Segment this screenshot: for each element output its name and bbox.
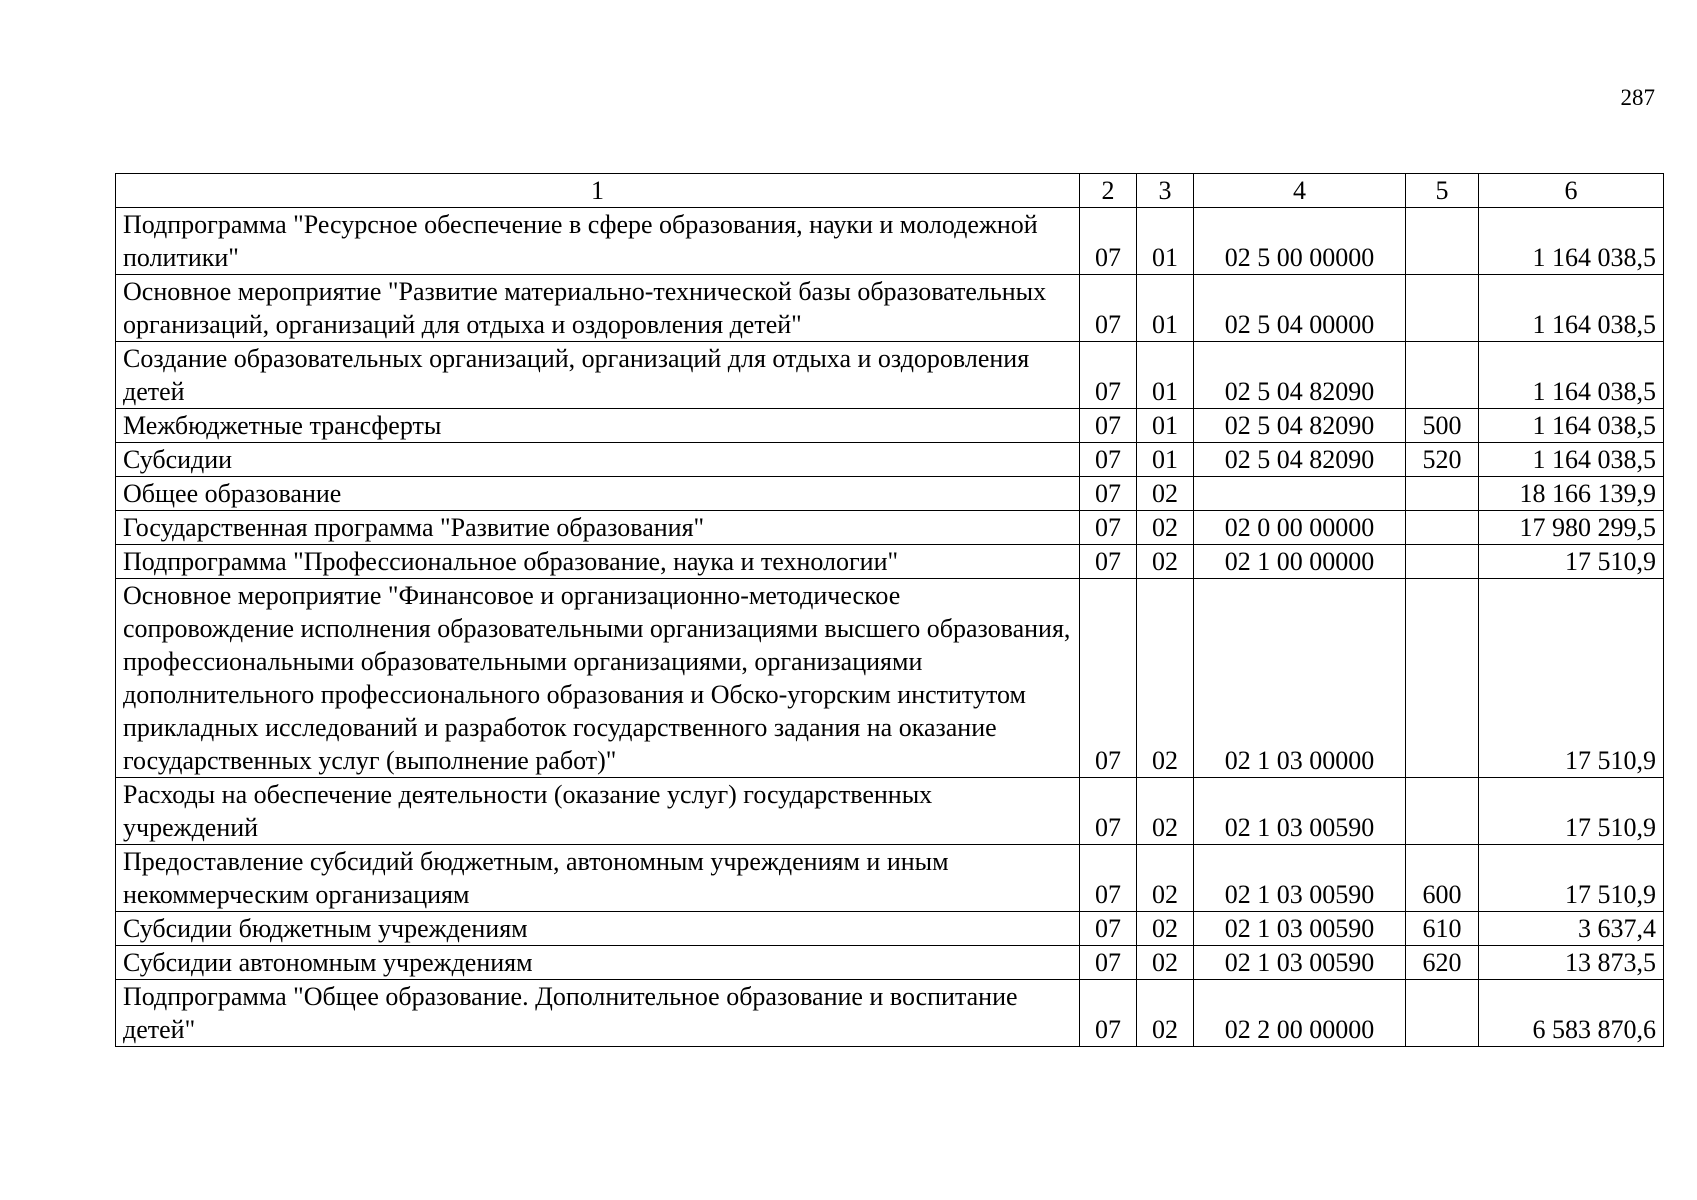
sum-cell: 1 164 038,5 xyxy=(1479,275,1664,342)
row-name-cell: Основное мероприятие "Развитие материально-технической базы образовательных организаций, организаций для отдыха и оздоровления детей" xyxy=(116,275,1080,342)
sum-cell: 17 510,9 xyxy=(1479,545,1664,579)
subsection-code-cell: 02 xyxy=(1137,845,1194,912)
section-code-cell: 07 xyxy=(1080,778,1137,845)
column-header: 1 xyxy=(116,174,1080,208)
section-code-cell: 07 xyxy=(1080,579,1137,778)
row-name-cell: Подпрограмма "Ресурсное обеспечение в сфере образования, науки и молодежной политики" xyxy=(116,208,1080,275)
expense-type-cell: 600 xyxy=(1406,845,1479,912)
subsection-code-cell: 02 xyxy=(1137,778,1194,845)
subsection-code-cell: 02 xyxy=(1137,477,1194,511)
sum-cell: 1 164 038,5 xyxy=(1479,409,1664,443)
table-row xyxy=(116,477,1664,511)
target-article-cell: 02 1 00 00000 xyxy=(1194,545,1406,579)
sum-cell: 18 166 139,9 xyxy=(1479,477,1664,511)
target-article-cell: 02 5 00 00000 xyxy=(1194,208,1406,275)
subsection-code-cell: 01 xyxy=(1137,409,1194,443)
expense-type-cell xyxy=(1406,275,1479,342)
subsection-code-cell: 01 xyxy=(1137,443,1194,477)
table-header-row xyxy=(116,174,1664,208)
row-name-cell: Субсидии xyxy=(116,443,1080,477)
target-article-cell: 02 5 04 82090 xyxy=(1194,443,1406,477)
table-row xyxy=(116,545,1664,579)
section-code-cell: 07 xyxy=(1080,275,1137,342)
sum-cell: 17 510,9 xyxy=(1479,845,1664,912)
target-article-cell: 02 1 03 00590 xyxy=(1194,946,1406,980)
expense-type-cell: 520 xyxy=(1406,443,1479,477)
section-code-cell: 07 xyxy=(1080,208,1137,275)
table-row xyxy=(116,208,1664,275)
table-row xyxy=(116,778,1664,845)
target-article-cell xyxy=(1194,477,1406,511)
table-row xyxy=(116,443,1664,477)
budget-table xyxy=(115,173,1664,1047)
subsection-code-cell: 02 xyxy=(1137,579,1194,778)
section-code-cell: 07 xyxy=(1080,443,1137,477)
page-number: 287 xyxy=(1620,85,1655,110)
expense-type-cell: 500 xyxy=(1406,409,1479,443)
section-code-cell: 07 xyxy=(1080,946,1137,980)
row-name-cell: Государственная программа "Развитие образования" xyxy=(116,511,1080,545)
row-name-cell: Основное мероприятие "Финансовое и организационно-методическое сопровождение исполнения образовательными организациями высшего образования, профессиональными образовательными организациями, организациями дополнительного профессионального образования и Обско-угорским институтом прикладных исследований и разработок государственного задания на оказание государственных услуг (выполнение работ)" xyxy=(116,579,1080,778)
expense-type-cell xyxy=(1406,208,1479,275)
target-article-cell: 02 5 04 82090 xyxy=(1194,409,1406,443)
target-article-cell: 02 1 03 00590 xyxy=(1194,778,1406,845)
row-name-cell: Субсидии автономным учреждениям xyxy=(116,946,1080,980)
table-body xyxy=(116,208,1664,1047)
sum-cell: 3 637,4 xyxy=(1479,912,1664,946)
sum-cell: 1 164 038,5 xyxy=(1479,443,1664,477)
section-code-cell: 07 xyxy=(1080,912,1137,946)
expense-type-cell xyxy=(1406,778,1479,845)
table-row xyxy=(116,275,1664,342)
column-header: 6 xyxy=(1479,174,1664,208)
expense-type-cell xyxy=(1406,545,1479,579)
table-row xyxy=(116,342,1664,409)
sum-cell: 13 873,5 xyxy=(1479,946,1664,980)
target-article-cell: 02 1 03 00590 xyxy=(1194,912,1406,946)
subsection-code-cell: 02 xyxy=(1137,946,1194,980)
row-name-cell: Создание образовательных организаций, организаций для отдыха и оздоровления детей xyxy=(116,342,1080,409)
sum-cell: 1 164 038,5 xyxy=(1479,208,1664,275)
section-code-cell: 07 xyxy=(1080,409,1137,443)
table-row xyxy=(116,511,1664,545)
target-article-cell: 02 1 03 00000 xyxy=(1194,579,1406,778)
table-row xyxy=(116,579,1664,778)
target-article-cell: 02 2 00 00000 xyxy=(1194,980,1406,1047)
sum-cell: 17 510,9 xyxy=(1479,778,1664,845)
row-name-cell: Субсидии бюджетным учреждениям xyxy=(116,912,1080,946)
section-code-cell: 07 xyxy=(1080,980,1137,1047)
table-row xyxy=(116,946,1664,980)
subsection-code-cell: 02 xyxy=(1137,912,1194,946)
table-row xyxy=(116,912,1664,946)
table-row xyxy=(116,980,1664,1047)
row-name-cell: Подпрограмма "Общее образование. Дополнительное образование и воспитание детей" xyxy=(116,980,1080,1047)
row-name-cell: Межбюджетные трансферты xyxy=(116,409,1080,443)
column-header: 5 xyxy=(1406,174,1479,208)
expense-type-cell xyxy=(1406,579,1479,778)
subsection-code-cell: 02 xyxy=(1137,511,1194,545)
column-header: 2 xyxy=(1080,174,1137,208)
table-row xyxy=(116,409,1664,443)
table-row xyxy=(116,845,1664,912)
target-article-cell: 02 1 03 00590 xyxy=(1194,845,1406,912)
subsection-code-cell: 01 xyxy=(1137,275,1194,342)
row-name-cell: Общее образование xyxy=(116,477,1080,511)
section-code-cell: 07 xyxy=(1080,545,1137,579)
section-code-cell: 07 xyxy=(1080,477,1137,511)
sum-cell: 1 164 038,5 xyxy=(1479,342,1664,409)
expense-type-cell xyxy=(1406,342,1479,409)
section-code-cell: 07 xyxy=(1080,845,1137,912)
row-name-cell: Предоставление субсидий бюджетным, автономным учреждениям и иным некоммерческим организациям xyxy=(116,845,1080,912)
target-article-cell: 02 5 04 00000 xyxy=(1194,275,1406,342)
subsection-code-cell: 01 xyxy=(1137,208,1194,275)
column-header: 4 xyxy=(1194,174,1406,208)
subsection-code-cell: 01 xyxy=(1137,342,1194,409)
expense-type-cell xyxy=(1406,511,1479,545)
column-header: 3 xyxy=(1137,174,1194,208)
row-name-cell: Подпрограмма "Профессиональное образование, наука и технологии" xyxy=(116,545,1080,579)
sum-cell: 6 583 870,6 xyxy=(1479,980,1664,1047)
sum-cell: 17 510,9 xyxy=(1479,579,1664,778)
expense-type-cell xyxy=(1406,477,1479,511)
expense-type-cell xyxy=(1406,980,1479,1047)
subsection-code-cell: 02 xyxy=(1137,545,1194,579)
row-name-cell: Расходы на обеспечение деятельности (оказание услуг) государственных учреждений xyxy=(116,778,1080,845)
section-code-cell: 07 xyxy=(1080,511,1137,545)
target-article-cell: 02 0 00 00000 xyxy=(1194,511,1406,545)
section-code-cell: 07 xyxy=(1080,342,1137,409)
target-article-cell: 02 5 04 82090 xyxy=(1194,342,1406,409)
sum-cell: 17 980 299,5 xyxy=(1479,511,1664,545)
subsection-code-cell: 02 xyxy=(1137,980,1194,1047)
expense-type-cell: 610 xyxy=(1406,912,1479,946)
expense-type-cell: 620 xyxy=(1406,946,1479,980)
